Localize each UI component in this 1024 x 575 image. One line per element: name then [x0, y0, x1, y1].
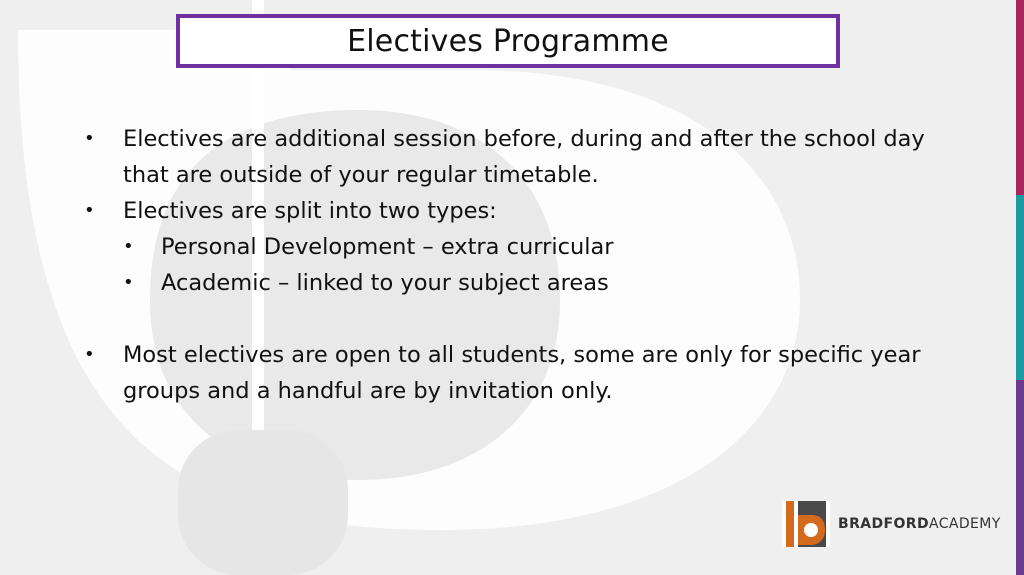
bullet-list	[80, 121, 960, 409]
bullet-icon: •	[84, 344, 95, 365]
spacer	[80, 301, 960, 337]
logo-wordmark: BRADFORDACADEMY	[838, 516, 1001, 532]
bullet-text: Electives are additional session before, during and after the school day that are outside of your regular timetable.	[123, 126, 925, 188]
accent-bar-teal	[1016, 195, 1024, 380]
bullet-icon: •	[123, 236, 134, 257]
bullet-text: Most electives are open to all students, some are only for specific year groups and a handful are by invitation only.	[123, 342, 921, 404]
sub-bullet-item	[80, 229, 960, 265]
bullet-icon: •	[84, 200, 95, 221]
logo-mark-icon	[782, 501, 830, 547]
bradford-academy-logo	[782, 501, 1001, 547]
bullet-icon: •	[84, 128, 95, 149]
sub-bullet-item	[80, 265, 960, 301]
bullet-item	[80, 121, 960, 193]
accent-bar-magenta	[1016, 0, 1024, 195]
bullet-text: Academic – linked to your subject areas	[161, 270, 609, 296]
accent-bar-purple	[1016, 380, 1024, 575]
bullet-text: Electives are split into two types:	[123, 198, 497, 224]
bullet-text: Personal Development – extra curricular	[161, 234, 614, 260]
bullet-item	[80, 337, 960, 409]
slide-title: Electives Programme	[347, 23, 669, 59]
bullet-icon: •	[123, 272, 134, 293]
title-box	[176, 14, 840, 68]
bullet-item	[80, 193, 960, 229]
